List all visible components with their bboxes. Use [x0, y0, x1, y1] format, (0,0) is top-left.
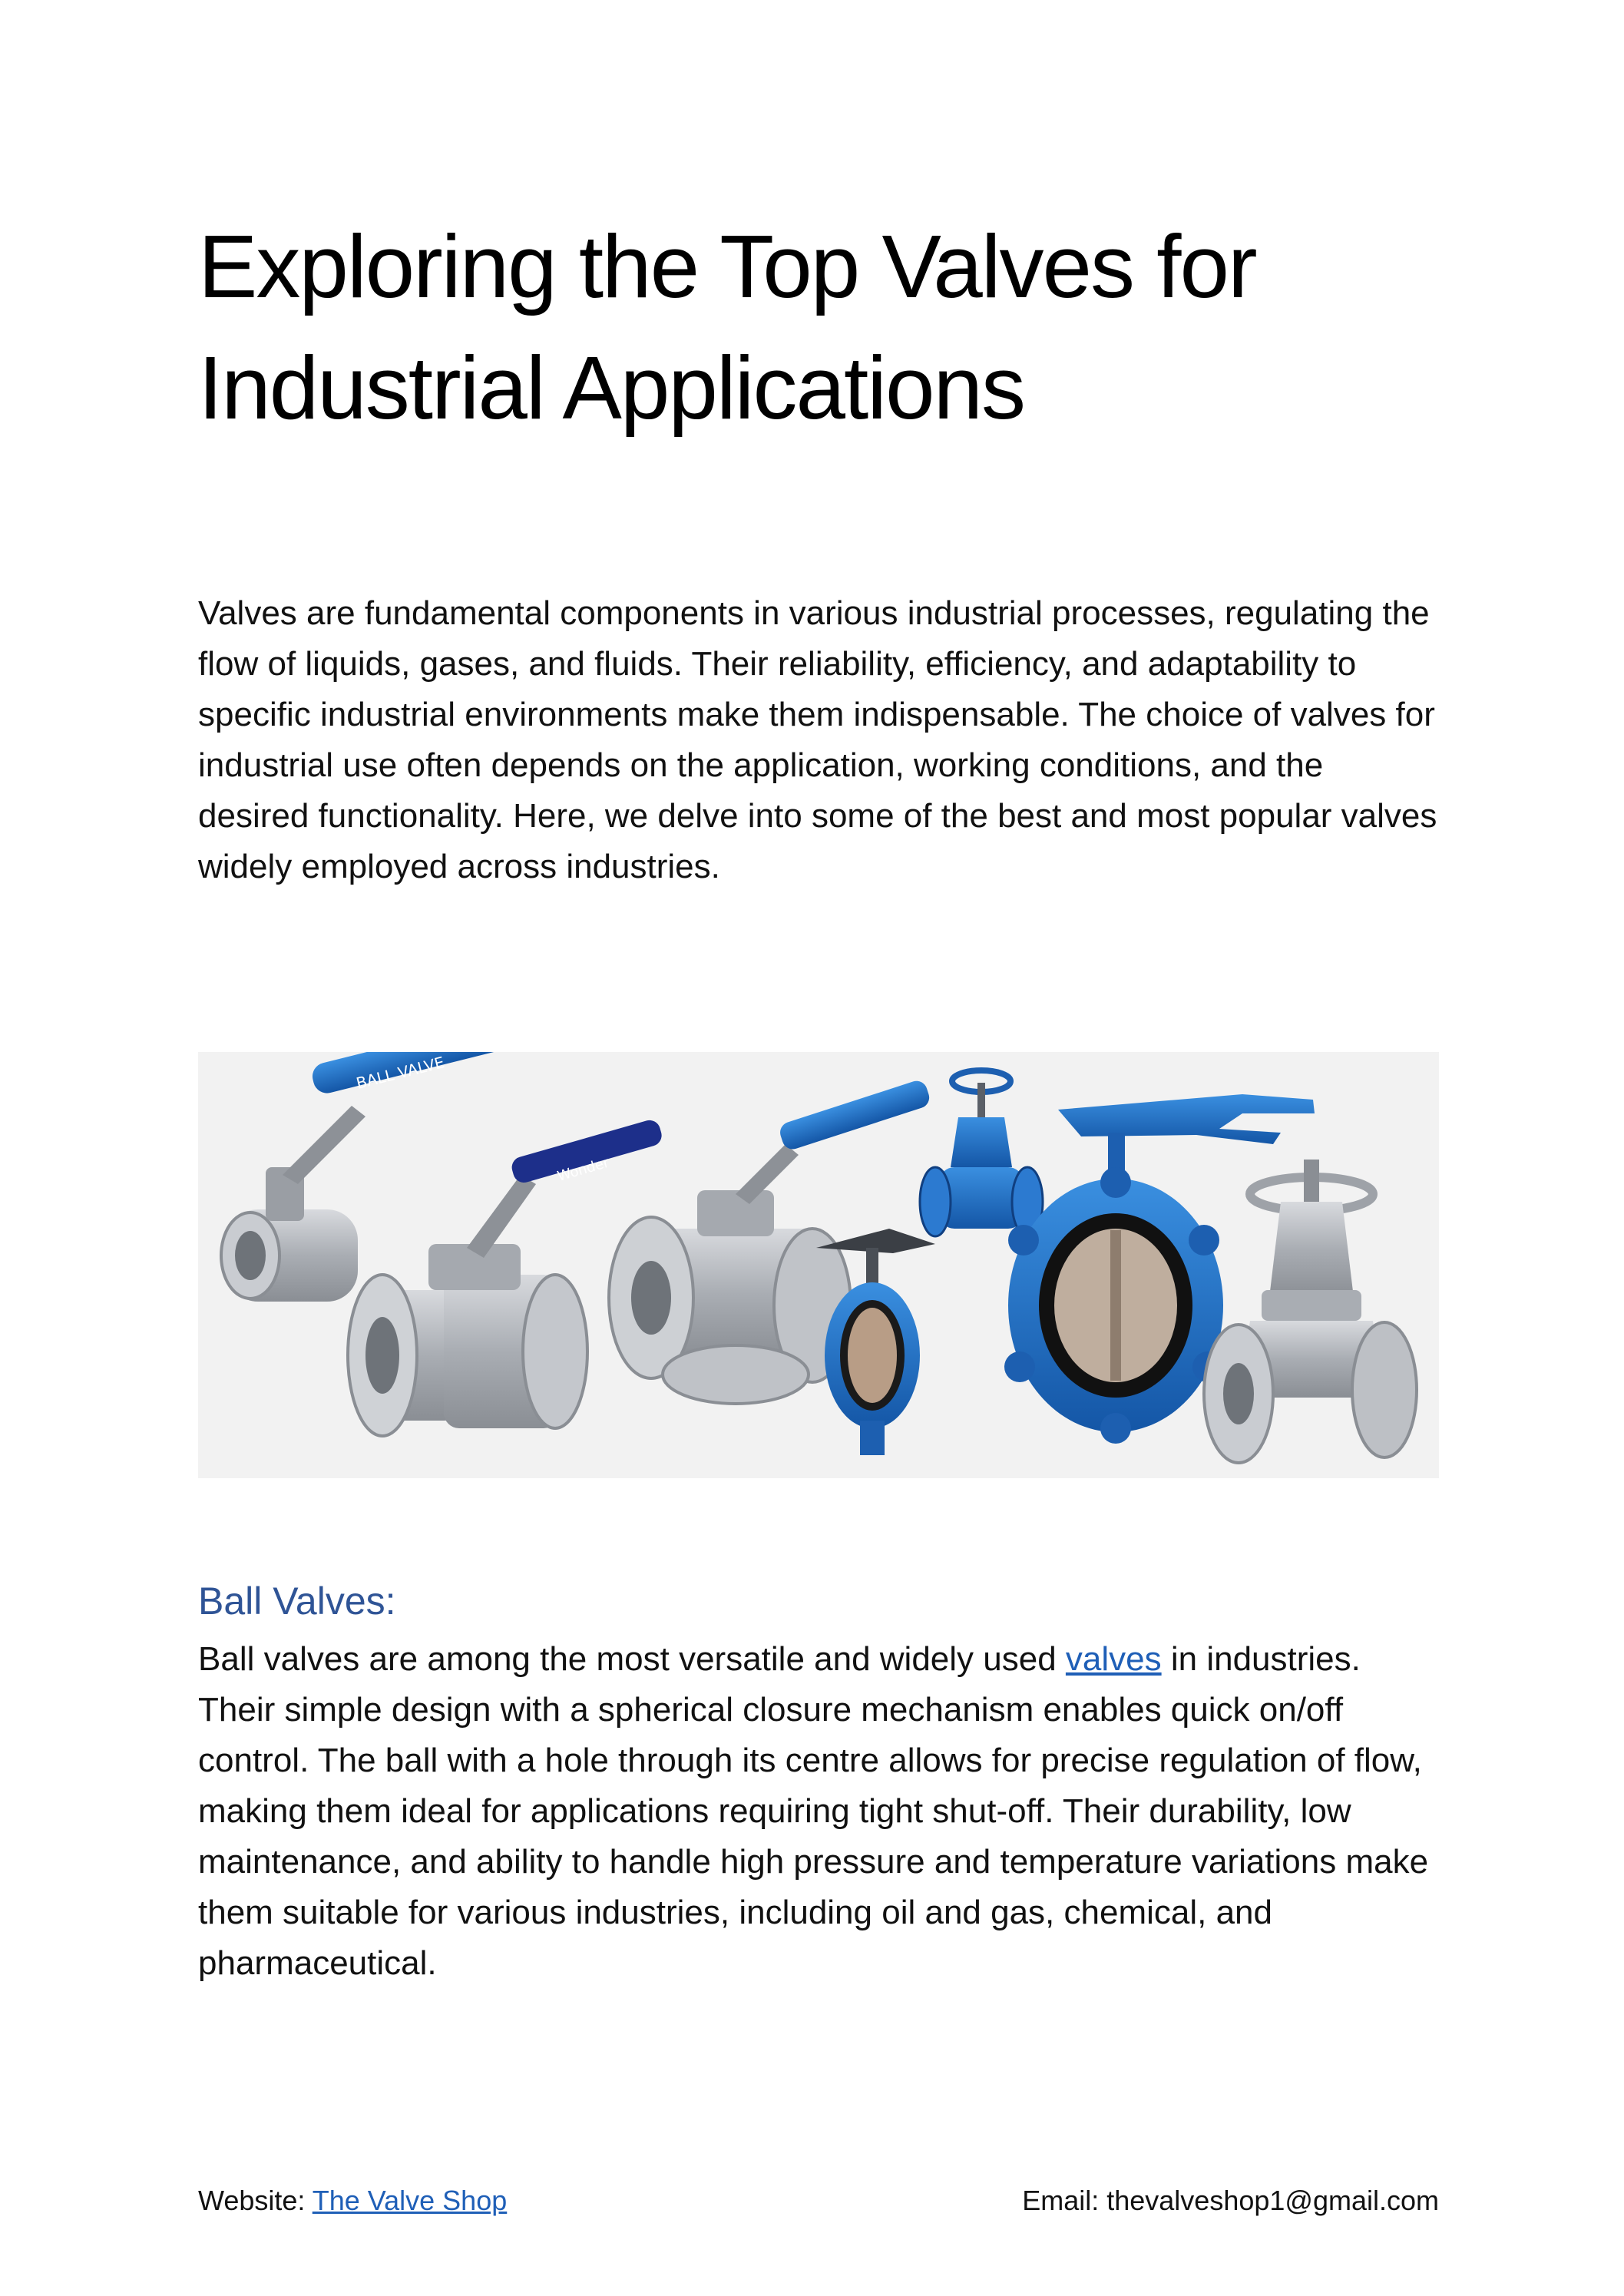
ball-valves-text-start: Ball valves are among the most versatile and widely used: [198, 1640, 1066, 1678]
page-footer: [198, 2182, 1439, 2219]
valves-hero-image: [198, 1052, 1439, 1478]
footer-email: Email: thevalveshop1@gmail.com: [1022, 2185, 1439, 2216]
footer-website: [198, 2182, 507, 2219]
ball-valves-heading: Ball Valves:: [198, 1580, 396, 1623]
gate-valve-blue-icon: [920, 1070, 1043, 1236]
ball-valves-text-end: in industries. Their simple design with a spherical closure mechanism enables quick on/off control. The ball with a hole through its centre allows for precise regulation of flow, making them ideal for applications requiring tight shut-off. Their durability, low maintenance, and ability to handle high pressure and temperature variations make them suitable for various industries, including oil and gas, chemical, and pharmaceutical.: [198, 1640, 1429, 1982]
title-line-2: Industrial Applications: [198, 338, 1024, 438]
handle-label-1: BALL VALVE: [354, 1053, 447, 1093]
ball-valves-paragraph: [198, 1634, 1442, 1989]
website-label: Website:: [198, 2185, 313, 2216]
intro-paragraph: Valves are fundamental components in various industrial processes, regulating the flow of liquids, gases, and fluids. Their reliability, efficiency, and adaptability to specific industrial environments make them indispensable. The choice of valves for industrial use often depends on the application, working conditions, and the desired functionality. Here, we delve into some of the best and most popular valves widely employed across industries.: [198, 594, 1437, 885]
website-link[interactable]: The Valve Shop: [312, 2185, 508, 2216]
valves-illustration: [198, 1052, 1439, 1478]
page-title: [198, 206, 1427, 448]
steel-gate-valve-icon: [1204, 1160, 1417, 1463]
handle-label-2: Wonder: [555, 1154, 611, 1185]
valves-link[interactable]: valves: [1065, 1640, 1162, 1678]
title-line-1: Exploring the Top Valves for: [198, 217, 1256, 316]
